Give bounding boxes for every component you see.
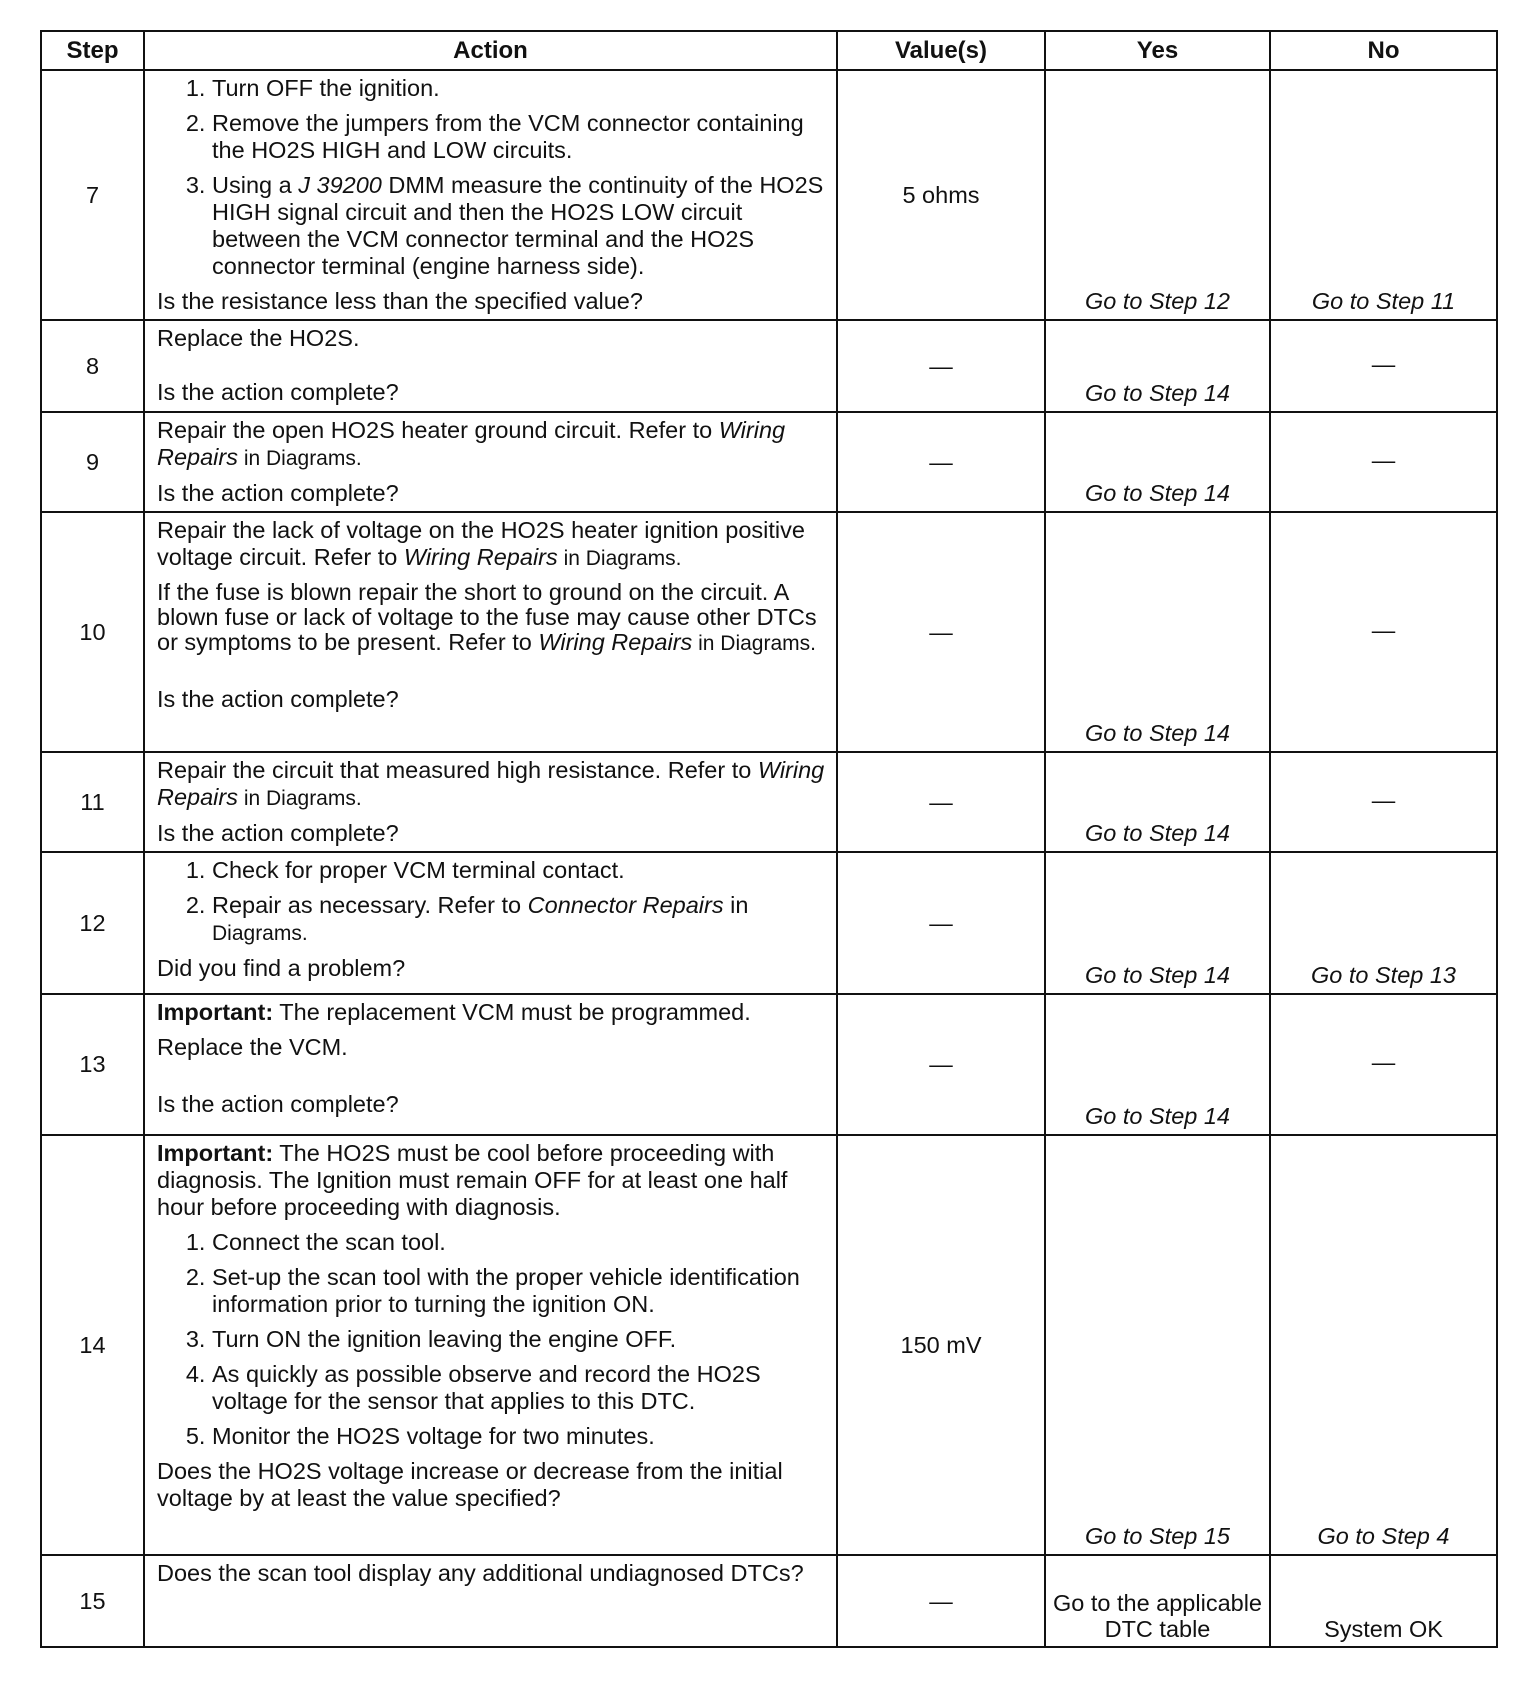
action-text bbox=[157, 417, 828, 472]
important-text: The replacement VCM must be programmed. bbox=[273, 999, 751, 1025]
list-item bbox=[212, 172, 828, 280]
action-cell bbox=[144, 412, 837, 512]
step-number: 10 bbox=[41, 512, 144, 752]
no-cell: — bbox=[1270, 752, 1497, 852]
list-item: 1. Connect the scan tool. bbox=[212, 1229, 828, 1256]
question-text: Is the action complete? bbox=[157, 1091, 399, 1117]
question-text: Is the resistance less than the specified value? bbox=[157, 288, 643, 314]
action-text bbox=[157, 757, 828, 812]
action-list bbox=[157, 75, 828, 280]
yes-cell: Go to Step 12 bbox=[1045, 70, 1270, 320]
value-cell: 5 ohms bbox=[837, 70, 1045, 320]
value-cell: — bbox=[837, 512, 1045, 752]
yes-cell: Go to Step 14 bbox=[1045, 512, 1270, 752]
action-text bbox=[157, 517, 828, 572]
header-action: Action bbox=[144, 31, 837, 70]
yes-cell: Go to Step 14 bbox=[1045, 994, 1270, 1135]
table-row-step-11 bbox=[41, 752, 1497, 852]
important-label: Important: bbox=[157, 1140, 274, 1166]
question-text: Did you find a problem? bbox=[157, 955, 406, 981]
yes-cell: Go to Step 14 bbox=[1045, 412, 1270, 512]
important-label: Important: bbox=[157, 999, 274, 1025]
important-note bbox=[157, 999, 828, 1026]
header-step: Step bbox=[41, 31, 144, 70]
header-values: Value(s) bbox=[837, 31, 1045, 70]
table-row-step-15 bbox=[41, 1555, 1497, 1647]
header-no: No bbox=[1270, 31, 1497, 70]
table-row-step-14 bbox=[41, 1135, 1497, 1555]
action-text: Replace the HO2S. bbox=[157, 325, 360, 351]
step-number: 14 bbox=[41, 1135, 144, 1555]
no-cell: — bbox=[1270, 412, 1497, 512]
text: in Diagrams. bbox=[237, 447, 362, 470]
list-item bbox=[212, 892, 828, 947]
list-item: 3. Turn ON the ignition leaving the engine OFF. bbox=[212, 1326, 828, 1353]
value-cell: — bbox=[837, 1555, 1045, 1647]
step-number: 15 bbox=[41, 1555, 144, 1647]
table-row-step-10 bbox=[41, 512, 1497, 752]
reference: Wiring Repairs bbox=[157, 757, 825, 810]
diagnostic-table-page bbox=[40, 30, 1496, 1648]
item-text: Diagrams. bbox=[212, 922, 308, 945]
reference: Connector Repairs bbox=[527, 892, 724, 918]
value-cell: — bbox=[837, 752, 1045, 852]
value-cell: — bbox=[837, 320, 1045, 412]
question-text: Does the HO2S voltage increase or decrease from the initial voltage by at least the value specified? bbox=[157, 1458, 783, 1511]
text: Repair the circuit that measured high resistance. Refer to bbox=[157, 757, 758, 783]
text: If the fuse is blown repair the short to ground on the circuit. A blown fuse or lack of voltage to the fuse may cause other DTCs or symptoms to be present. Refer to bbox=[157, 579, 817, 655]
action-cell bbox=[144, 320, 837, 412]
question-text: Does the scan tool display any additional undiagnosed DTCs? bbox=[157, 1560, 804, 1586]
list-item: 1. Turn OFF the ignition. bbox=[212, 75, 828, 102]
table-row-step-7 bbox=[41, 70, 1497, 320]
action-cell bbox=[144, 1555, 837, 1647]
action-cell bbox=[144, 70, 837, 320]
header-row bbox=[41, 31, 1497, 70]
value-cell: — bbox=[837, 994, 1045, 1135]
important-note bbox=[157, 1140, 828, 1221]
step-number: 9 bbox=[41, 412, 144, 512]
item-text: in bbox=[723, 892, 749, 918]
tool-reference: J 39200 bbox=[298, 172, 382, 198]
question-text: Is the action complete? bbox=[157, 480, 399, 506]
diagnostic-table bbox=[40, 30, 1498, 1648]
table-row-step-8 bbox=[41, 320, 1497, 412]
action-text bbox=[157, 580, 828, 656]
action-cell bbox=[144, 752, 837, 852]
list-item: 4. As quickly as possible observe and record the HO2S voltage for the sensor that applies to this DTC. bbox=[212, 1361, 828, 1415]
no-cell: System OK bbox=[1270, 1555, 1497, 1647]
list-item: 2. Set-up the scan tool with the proper vehicle identification information prior to turning the ignition ON. bbox=[212, 1264, 828, 1318]
action-cell bbox=[144, 852, 837, 994]
item-text: DMM measure the continuity of the HO2S HIGH signal circuit and then the HO2S LOW circuit between the VCM connector terminal and the HO2S connector terminal (engine harness side). bbox=[212, 172, 824, 279]
table-row-step-9 bbox=[41, 412, 1497, 512]
important-text: The HO2S must be cool before proceeding with diagnosis. The Ignition must remain OFF for at least one half hour before proceeding with diagnosis. bbox=[157, 1140, 788, 1220]
value-cell: — bbox=[837, 412, 1045, 512]
step-number: 7 bbox=[41, 70, 144, 320]
table-row-step-13 bbox=[41, 994, 1497, 1135]
reference: Wiring Repairs bbox=[538, 629, 693, 655]
action-text: Replace the VCM. bbox=[157, 1034, 348, 1060]
header-yes: Yes bbox=[1045, 31, 1270, 70]
yes-cell: Go to Step 14 bbox=[1045, 752, 1270, 852]
reference: Wiring Repairs bbox=[157, 417, 786, 470]
value-cell: 150 mV bbox=[837, 1135, 1045, 1555]
no-cell: — bbox=[1270, 320, 1497, 412]
question-text: Is the action complete? bbox=[157, 686, 399, 712]
action-cell bbox=[144, 512, 837, 752]
no-cell: — bbox=[1270, 994, 1497, 1135]
no-cell: Go to Step 4 bbox=[1270, 1135, 1497, 1555]
list-item: 2. Remove the jumpers from the VCM connector containing the HO2S HIGH and LOW circuits. bbox=[212, 110, 828, 164]
item-text: Using a bbox=[212, 172, 299, 198]
step-number: 12 bbox=[41, 852, 144, 994]
no-cell: — bbox=[1270, 512, 1497, 752]
step-number: 13 bbox=[41, 994, 144, 1135]
yes-cell: Go to the applicable DTC table bbox=[1045, 1555, 1270, 1647]
question-text: Is the action complete? bbox=[157, 820, 399, 846]
no-cell: Go to Step 13 bbox=[1270, 852, 1497, 994]
yes-cell: Go to Step 14 bbox=[1045, 852, 1270, 994]
step-number: 8 bbox=[41, 320, 144, 412]
step-number: 11 bbox=[41, 752, 144, 852]
list-item: 1. Check for proper VCM terminal contact. bbox=[212, 857, 828, 884]
text: Repair the open HO2S heater ground circuit. Refer to bbox=[157, 417, 719, 443]
text: in Diagrams. bbox=[237, 787, 362, 810]
item-text: Repair as necessary. Refer to bbox=[212, 892, 528, 918]
action-list bbox=[157, 857, 828, 947]
action-list bbox=[157, 1229, 828, 1450]
reference: Wiring Repairs bbox=[403, 544, 558, 570]
action-cell bbox=[144, 994, 837, 1135]
text: in Diagrams. bbox=[557, 547, 682, 570]
question-text: Is the action complete? bbox=[157, 379, 399, 405]
table-row-step-12 bbox=[41, 852, 1497, 994]
yes-cell: Go to Step 15 bbox=[1045, 1135, 1270, 1555]
text: Repair the lack of voltage on the HO2S heater ignition positive voltage circuit. Refer to bbox=[157, 517, 805, 570]
list-item: 5. Monitor the HO2S voltage for two minutes. bbox=[212, 1423, 828, 1450]
no-cell: Go to Step 11 bbox=[1270, 70, 1497, 320]
value-cell: — bbox=[837, 852, 1045, 994]
text: in Diagrams. bbox=[692, 632, 816, 655]
action-cell bbox=[144, 1135, 837, 1555]
yes-cell: Go to Step 14 bbox=[1045, 320, 1270, 412]
